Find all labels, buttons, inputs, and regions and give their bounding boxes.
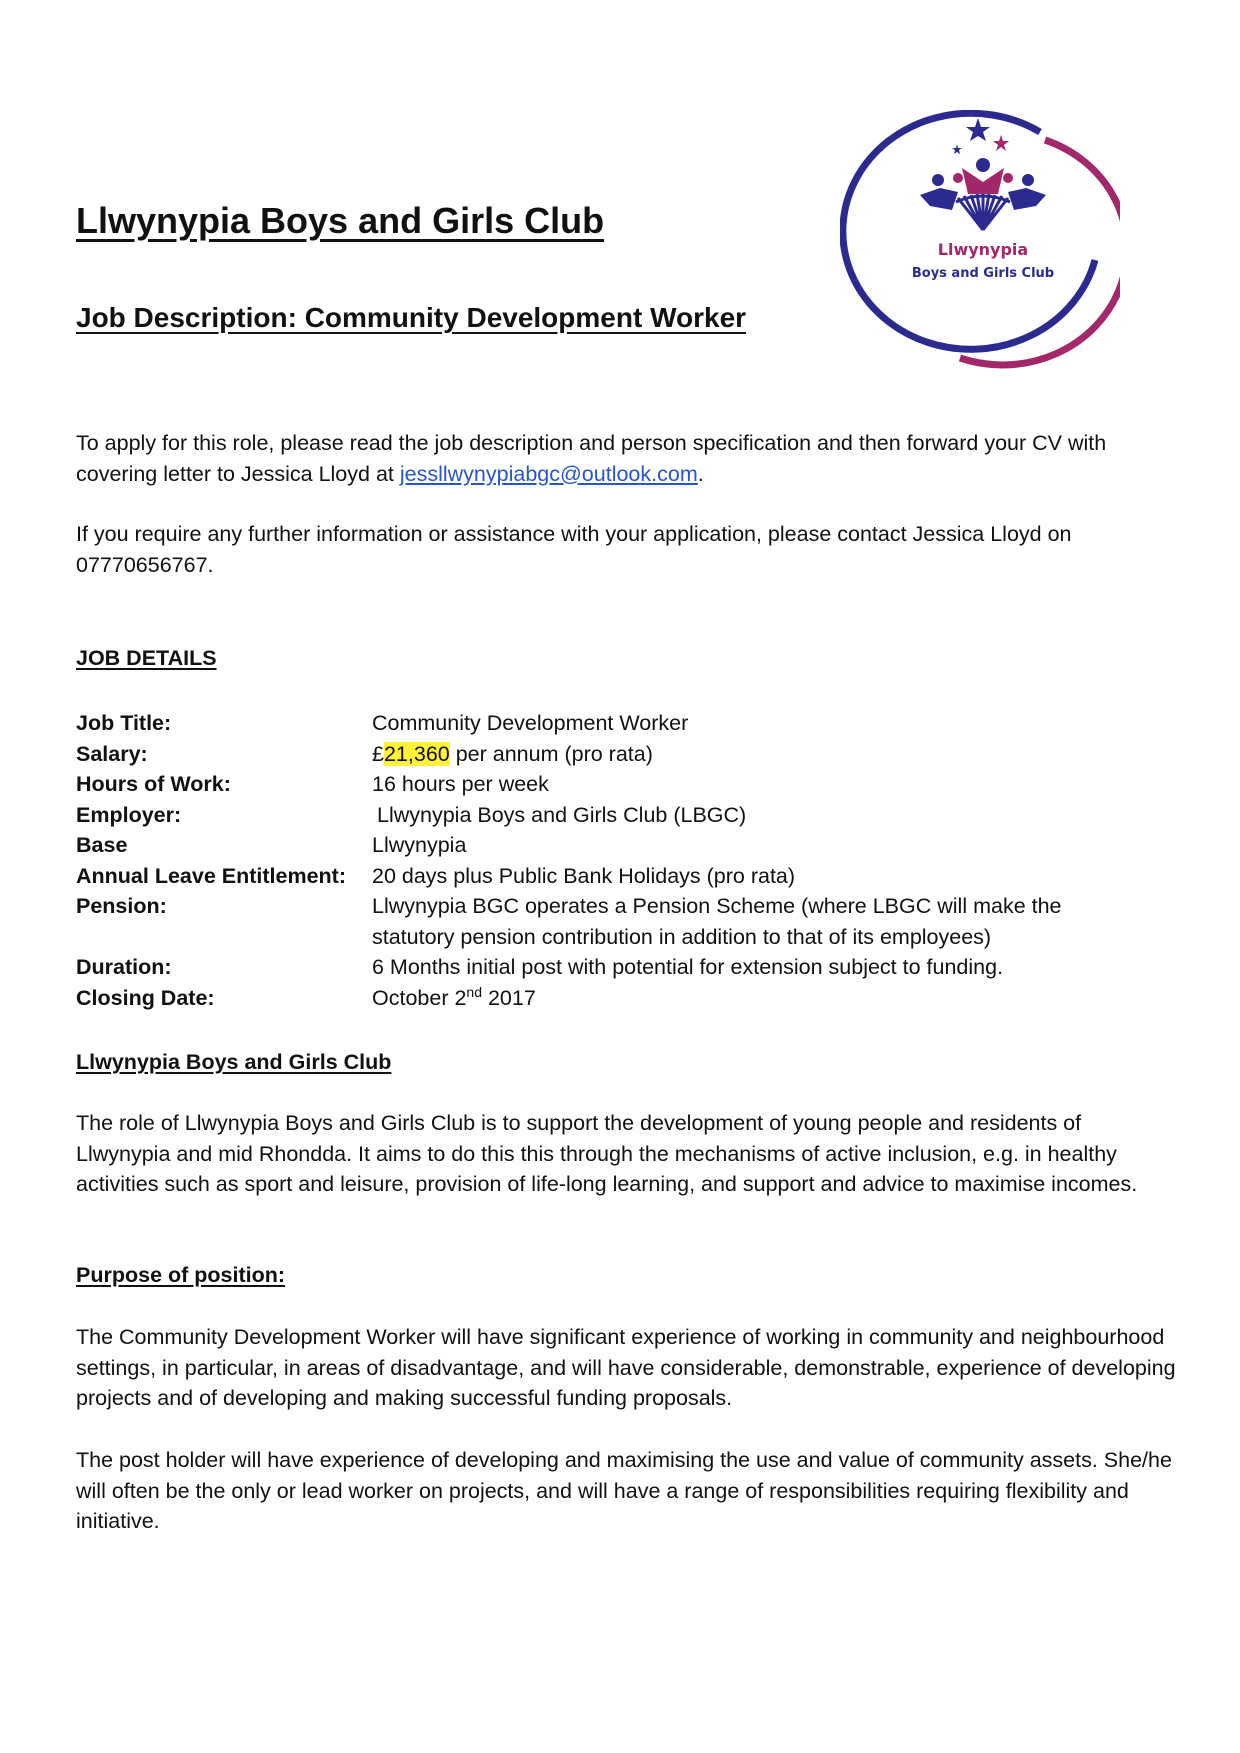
closing-date-year: 2017	[482, 985, 536, 1010]
star-icon	[993, 135, 1009, 151]
detail-row-pension	[76, 891, 1176, 952]
purpose-heading: Purpose of position:	[76, 1263, 286, 1287]
detail-label: Annual Leave Entitlement:	[76, 863, 346, 888]
detail-label: Employer:	[76, 802, 182, 827]
detail-row-job-title	[76, 708, 1176, 739]
detail-row-salary	[76, 739, 1176, 770]
club-description: The role of Llwynypia Boys and Girls Club is to support the development of young people and residents of Llwynypia and mid Rhondda. It aims to do this this through the mechanisms of active inclusion, e.g. in healthy activities such as sport and leisure, provision of life-long learning, and support and advice to maximise incomes.	[76, 1111, 1138, 1196]
detail-label: Closing Date:	[76, 985, 215, 1010]
closing-date-text: October 2	[372, 985, 467, 1010]
detail-label: Salary:	[76, 741, 148, 766]
detail-label: Job Title:	[76, 711, 172, 735]
job-details-table	[76, 708, 1176, 1013]
detail-row-base	[76, 830, 1176, 861]
detail-value: 16 hours per week	[372, 772, 549, 796]
detail-value: 20 days plus Public Bank Holidays (pro rata)	[372, 863, 796, 888]
detail-label: Duration:	[76, 955, 172, 979]
salary-currency: £	[372, 741, 384, 766]
logo-text-line1: Llwynypia	[937, 240, 1029, 259]
contact-info: If you require any further information or assistance with your application, please contact Jessica Lloyd on 07770656767.	[76, 522, 1072, 577]
detail-label: Base	[76, 833, 128, 857]
job-description-heading: Job Description: Community Development Worker	[76, 302, 747, 333]
organization-title: Llwynypia Boys and Girls Club	[76, 200, 605, 241]
detail-label: Hours of Work:	[76, 772, 231, 796]
detail-value: Llwynypia BGC operates a Pension Scheme (where LBGC will make the statutory pension contribution in addition to that of its employees)	[372, 894, 1062, 949]
detail-label: Pension:	[76, 894, 167, 918]
purpose-paragraph-2: The post holder will have experience of developing and maximising the use and value of community assets. She/he will often be the only or lead worker on projects, and will have a range of responsibilities requiring flexibility and initiative.	[76, 1448, 1172, 1533]
star-icon	[952, 144, 962, 154]
logo-ring-navy	[843, 113, 1095, 349]
purpose-paragraph-1: The Community Development Worker will have significant experience of working in community and neighbourhood settings, in particular, in areas of disadvantage, and will have considerable, demonstrable, experience of developing projects and of developing and making successful funding proposals.	[76, 1325, 1176, 1410]
club-section-heading: Llwynypia Boys and Girls Club	[76, 1050, 392, 1074]
salary-amount-highlight: 21,360	[383, 741, 450, 766]
club-logo	[840, 110, 1120, 370]
star-icon	[966, 118, 990, 141]
closing-date-sup: nd	[466, 983, 482, 1000]
apply-instructions	[76, 428, 1176, 489]
detail-row-leave	[76, 861, 1176, 892]
detail-row-closing-date	[76, 983, 1176, 1014]
figures-emblem	[920, 158, 1046, 230]
job-details-heading: JOB DETAILS	[76, 646, 217, 670]
detail-value	[372, 739, 1176, 770]
detail-value: 6 Months initial post with potential for extension subject to funding.	[372, 955, 1004, 979]
salary-suffix: per annum (pro rata)	[449, 741, 653, 766]
apply-text: To apply for this role, please read the job description and person specification and then forward your CV with covering letter to Jessica Lloyd at	[76, 431, 1107, 486]
detail-row-hours	[76, 769, 1176, 800]
email-link[interactable]: jessllwynypiabgc@outlook.com	[399, 461, 698, 486]
detail-row-employer	[76, 800, 1176, 831]
detail-row-duration	[76, 952, 1176, 983]
detail-value	[372, 983, 1176, 1014]
detail-value: Llwynypia	[372, 833, 467, 857]
apply-text-end: .	[697, 461, 704, 486]
detail-value: Llwynypia Boys and Girls Club (LBGC)	[377, 802, 747, 827]
detail-value: Community Development Worker	[372, 711, 689, 735]
logo-text-line2: Boys and Girls Club	[911, 266, 1055, 281]
